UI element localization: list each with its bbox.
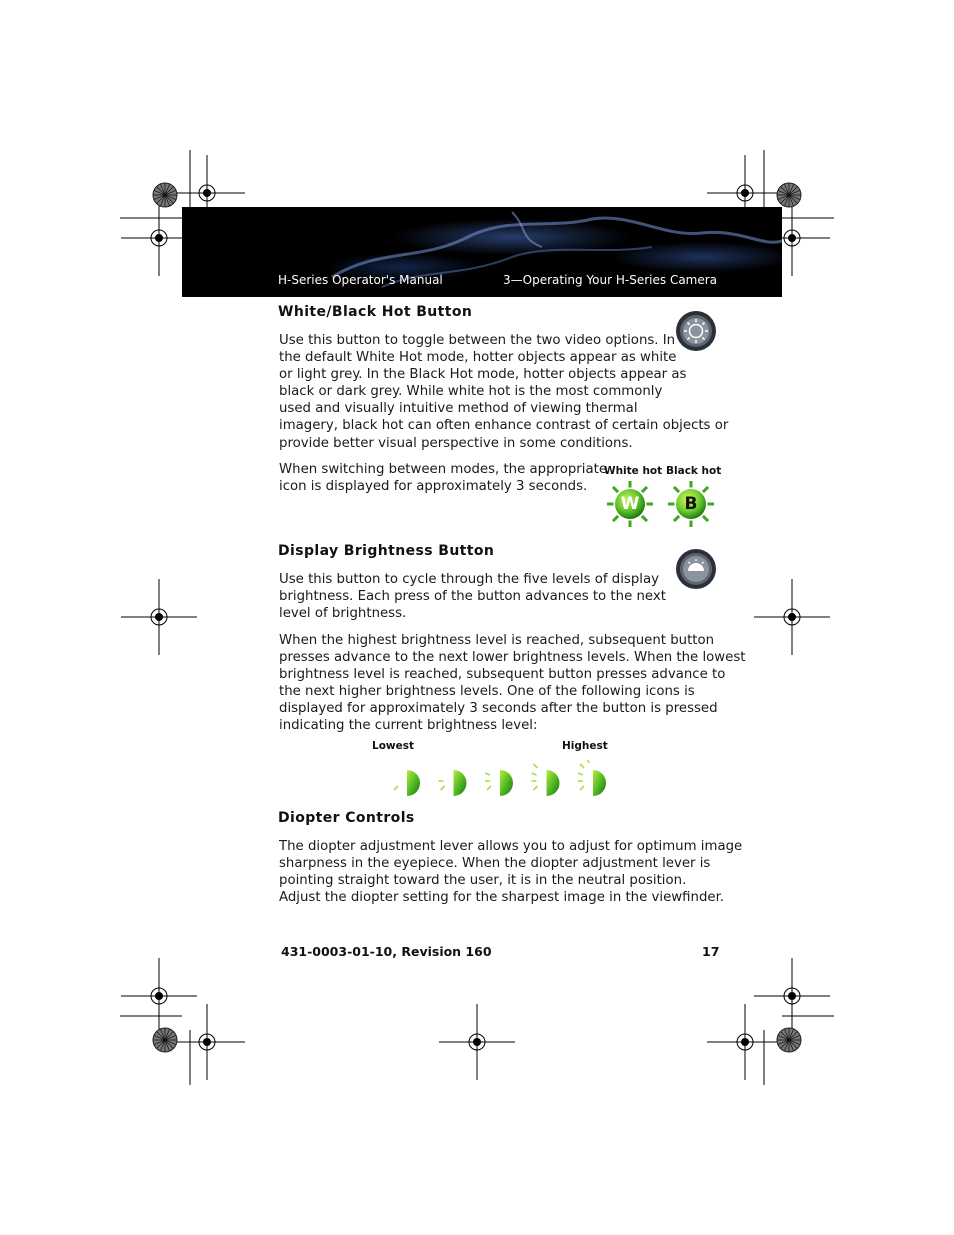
brightness-ray — [534, 786, 538, 790]
brightness-level-3-icon — [485, 770, 513, 796]
brightness-button-icon — [675, 548, 717, 590]
text-line: black or dark grey. While white hot is the most commonly — [279, 384, 663, 400]
page-number: 17 — [702, 944, 720, 959]
text-line: presses advance to the next lower brightness levels. When the lowest — [279, 650, 746, 666]
brightness-ray — [587, 760, 589, 763]
brightness-ray — [534, 764, 538, 768]
highest-label: Highest — [562, 740, 608, 752]
header-banner — [182, 207, 782, 297]
text-line: indicating the current brightness level: — [279, 718, 538, 734]
text-line: imagery, black hot can often enhance contrast of certain objects or — [279, 418, 729, 434]
black-hot-label: Black hot — [666, 465, 722, 477]
white-hot-sun-icon — [607, 481, 653, 527]
half-moon-shape — [593, 770, 606, 796]
brightness-ray — [487, 786, 491, 790]
diopter-heading: Diopter Controls — [278, 810, 415, 826]
black-hot-letter: B — [684, 494, 698, 514]
text-line: brightness level is reached, subsequent button presses advance to — [279, 667, 726, 683]
brightness-para2 — [279, 632, 745, 735]
lowest-label: Lowest — [372, 740, 414, 752]
text-line: Adjust the diopter setting for the sharpest image in the viewfinder. — [279, 890, 725, 906]
crosshair-registration-icon — [121, 579, 197, 655]
text-line: the default White Hot mode, hotter objects appear as white — [279, 350, 677, 366]
crosshair-registration-icon — [754, 579, 830, 655]
white-hot-letter: W — [620, 494, 640, 514]
brightness-level-5-icon — [578, 760, 606, 796]
brightness-level-1-icon — [394, 770, 420, 796]
text-line: the next higher brightness levels. One of the following icons is — [279, 684, 695, 700]
crosshair-registration-icon — [121, 958, 197, 1034]
black-hot-sun-icon — [668, 481, 714, 527]
chapter-title: 3—Operating Your H-Series Camera — [503, 273, 718, 287]
white-black-hot-heading: White/Black Hot Button — [278, 304, 473, 320]
text-line: icon is displayed for approximately 3 seconds. — [279, 479, 588, 495]
starburst-icon — [777, 183, 801, 207]
brightness-ray — [441, 786, 445, 790]
brightness-ray — [578, 773, 583, 775]
manual-title: H-Series Operator's Manual — [278, 273, 443, 287]
crosshair-registration-icon — [169, 1004, 245, 1080]
half-moon-shape — [500, 770, 513, 796]
diopter-para — [279, 838, 742, 906]
white-black-para1 — [279, 332, 728, 452]
brightness-ray — [580, 764, 584, 768]
crosshair-registration-icon — [439, 1004, 515, 1080]
brightness-ray — [394, 786, 398, 790]
text-line: displayed for approximately 3 seconds after the button is pressed — [279, 701, 718, 717]
starburst-icon — [153, 183, 177, 207]
crosshair-registration-icon — [754, 958, 830, 1034]
brightness-ray — [532, 773, 537, 775]
brightness-ray — [580, 786, 584, 790]
text-line: Use this button to toggle between the two video options. In — [279, 333, 676, 348]
white-hot-label: White hot — [604, 465, 663, 477]
brightness-level-2-icon — [439, 770, 467, 796]
text-line: sharpness in the eyepiece. When the diopter adjustment lever is — [279, 856, 711, 872]
starburst-icon — [153, 1028, 177, 1052]
text-line: used and visually intuitive method of viewing thermal — [279, 401, 638, 417]
text-line: Use this button to cycle through the five levels of display — [279, 572, 660, 587]
text-line: level of brightness. — [279, 606, 407, 622]
document-number: 431-0003-01-10, Revision 160 — [281, 944, 492, 959]
text-line: When the highest brightness level is reached, subsequent button — [279, 633, 715, 648]
text-line: brightness. Each press of the button advances to the next — [279, 589, 666, 605]
brightness-level-4-icon — [532, 764, 560, 796]
brightness-ray — [485, 773, 490, 775]
starburst-icon — [777, 1028, 801, 1052]
brightness-para1 — [279, 571, 666, 622]
half-moon-shape — [454, 770, 467, 796]
white-black-para2 — [279, 461, 607, 495]
text-line: provide better visual perspective in some conditions. — [279, 435, 633, 451]
text-line: pointing straight toward the user, it is in the neutral position. — [279, 873, 687, 889]
crosshair-registration-icon — [707, 1004, 783, 1080]
half-moon-shape — [407, 770, 420, 796]
half-moon-shape — [547, 770, 560, 796]
text-line: The diopter adjustment lever allows you to adjust for optimum image — [279, 839, 743, 854]
display-brightness-heading: Display Brightness Button — [278, 543, 495, 559]
text-line: When switching between modes, the appropriate — [279, 462, 607, 477]
brightness-levels — [385, 760, 625, 806]
text-line: or light grey. In the Black Hot mode, hotter objects appear as — [279, 367, 687, 383]
